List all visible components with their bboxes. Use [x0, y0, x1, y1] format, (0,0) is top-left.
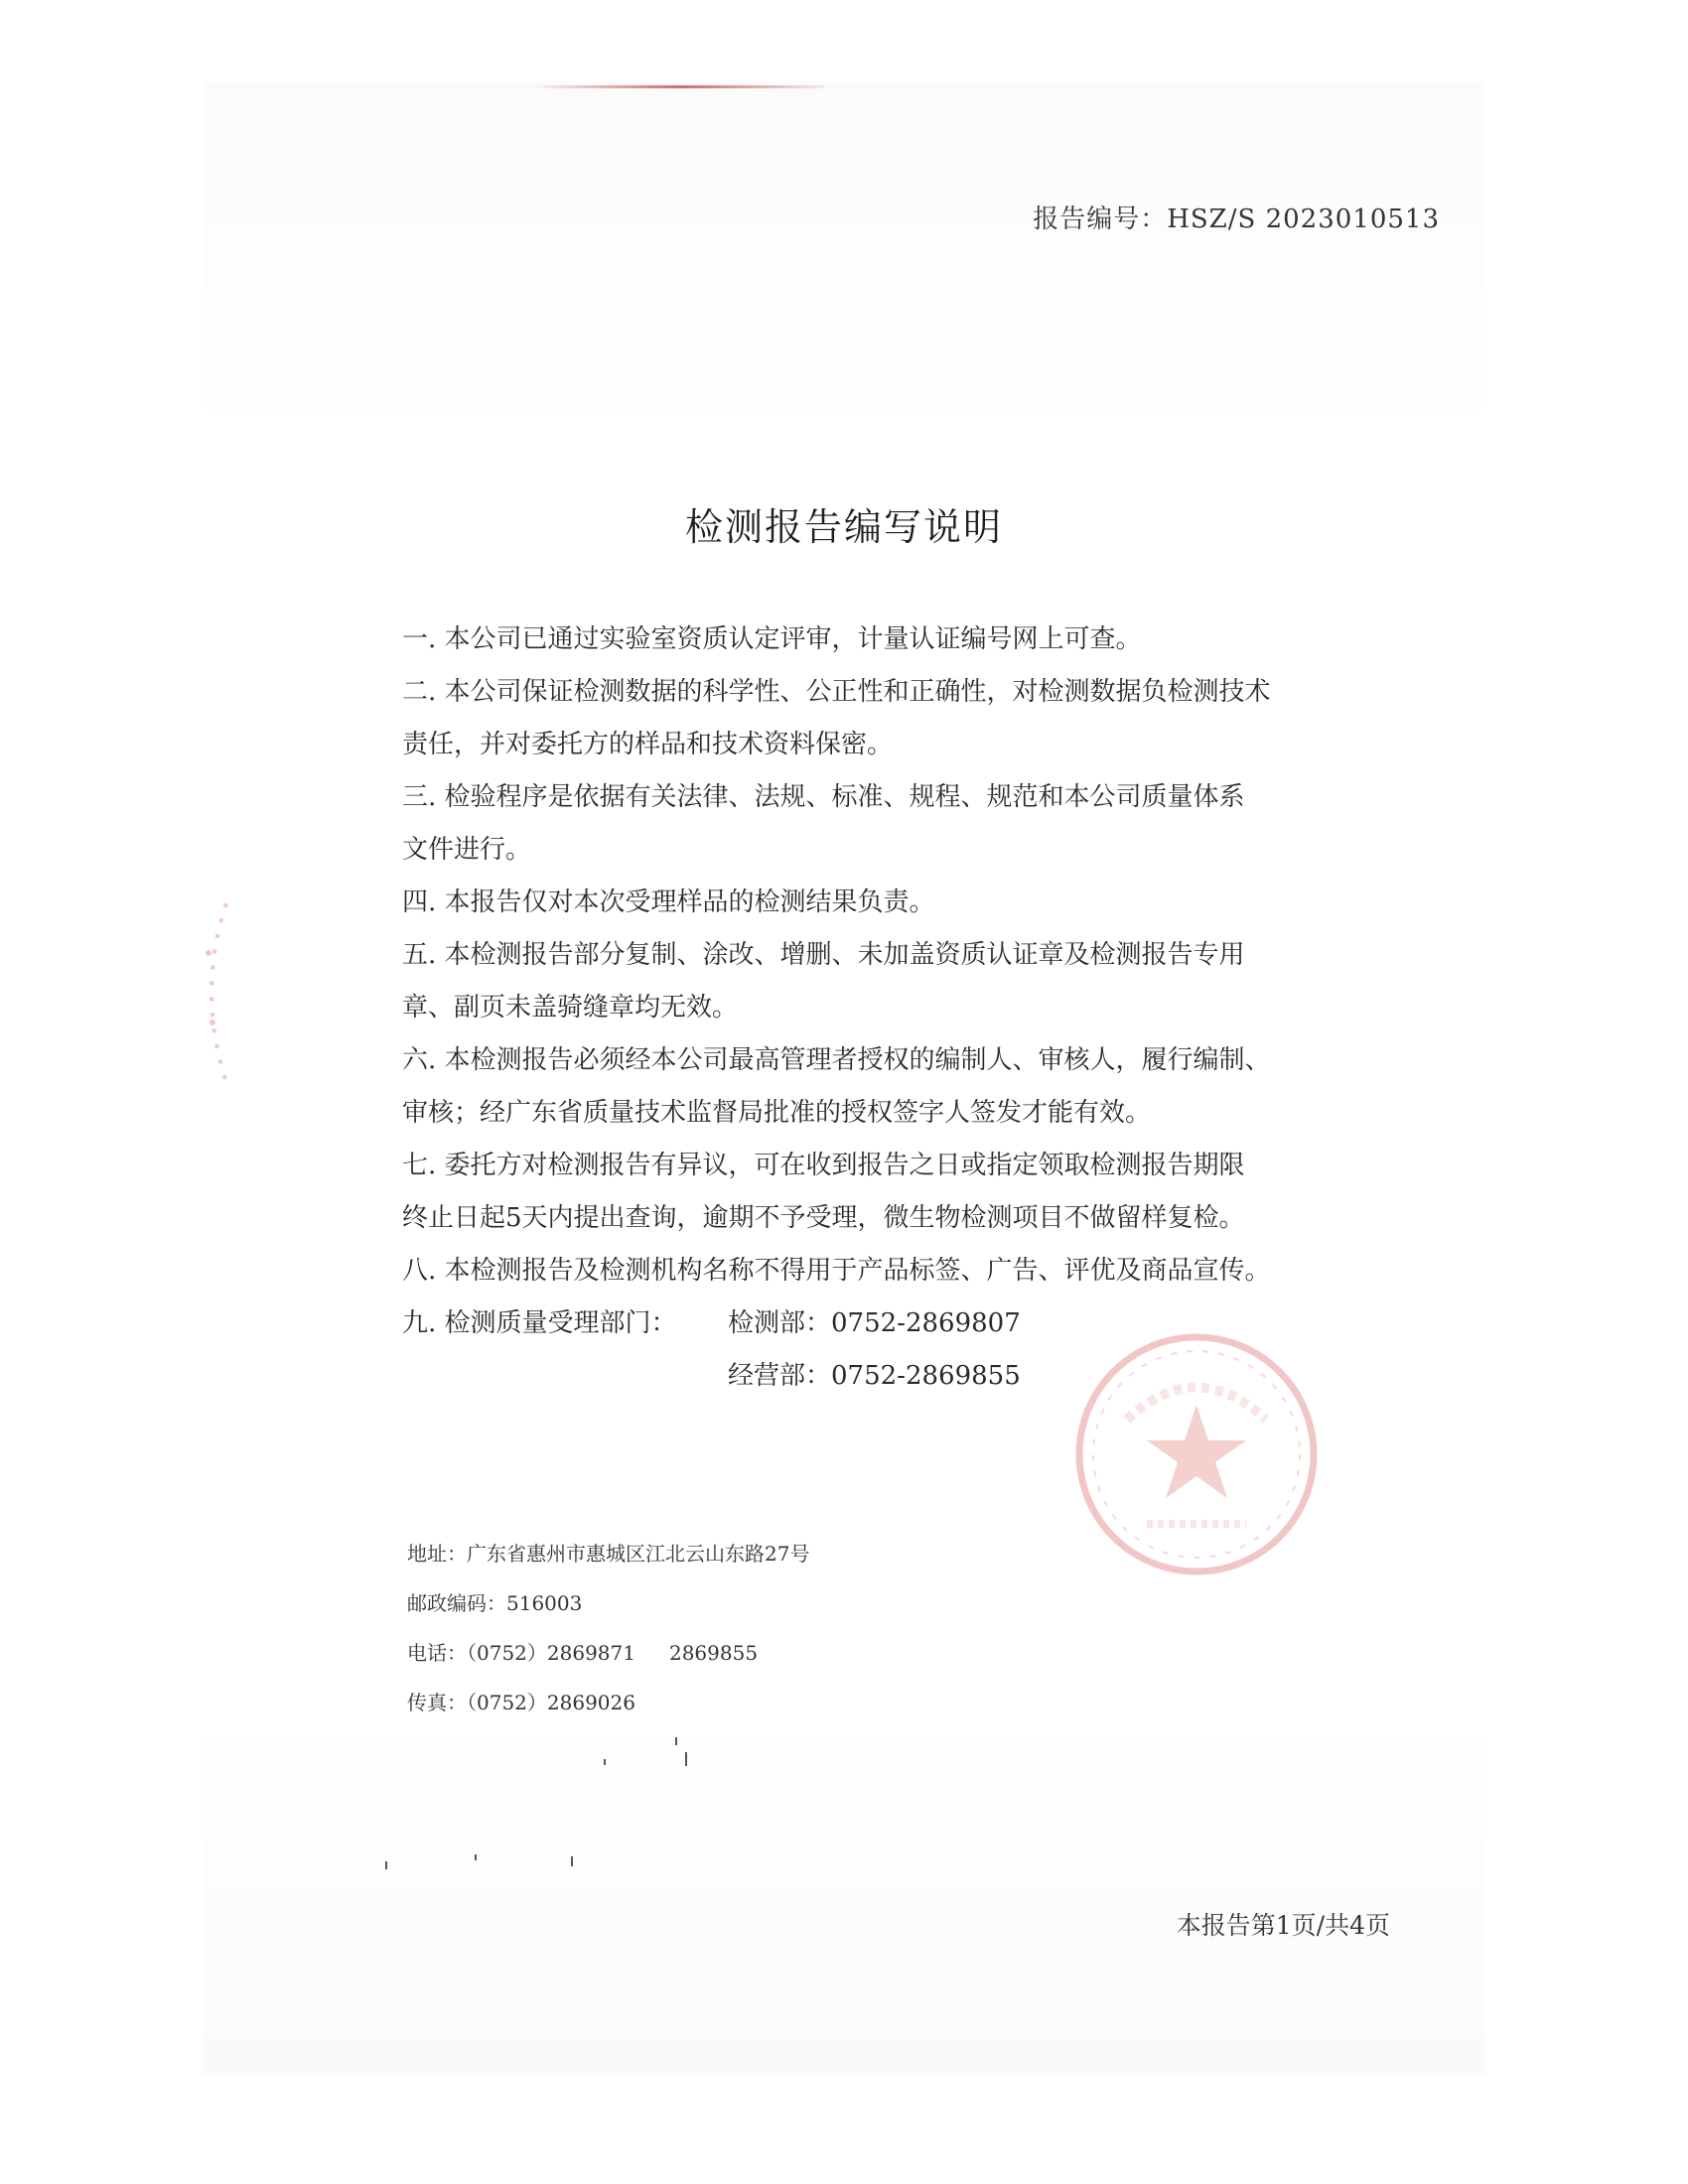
clause-2 — [402, 666, 1405, 771]
clause-line: 责任，并对委托方的样品和技术资料保密。 — [402, 730, 894, 759]
clause-line: 终止日起5天内提出查询，逾期不予受理，微生物检测项目不做留样复检。 — [402, 1203, 1245, 1233]
scan-speck — [475, 1854, 477, 1860]
clause-line: 四. 本报告仅对本次受理样品的检测结果负责。 — [402, 887, 935, 917]
clause-9-label: 九. 检测质量受理部门： — [402, 1308, 677, 1338]
clause-line: 二. 本公司保证检测数据的科学性、公正性和正确性，对检测数据负检测技术 — [402, 677, 1271, 707]
page-number: 本报告第1页/共4页 — [1176, 1911, 1390, 1940]
scan-speck — [675, 1737, 677, 1745]
report-number: 报告编号：HSZ/S 2023010513 — [1033, 205, 1440, 234]
business-department: 经营部：0752-2869855 — [728, 1361, 1021, 1391]
testing-department: 检测部：0752-2869807 — [728, 1308, 1021, 1338]
clause-line: 八. 本检测报告及检测机构名称不得用于产品标签、广告、评优及商品宣传。 — [402, 1256, 1271, 1286]
clause-1 — [402, 614, 1405, 666]
clause-8 — [402, 1245, 1405, 1297]
contact-info — [407, 1529, 1102, 1727]
page-title: 检测报告编写说明 — [684, 505, 1003, 549]
top-red-line — [536, 85, 824, 88]
scan-speck — [385, 1861, 387, 1869]
scan-speck — [685, 1752, 687, 1766]
clause-3 — [402, 771, 1405, 877]
clause-line: 章、副页未盖骑缝章均无效。 — [402, 993, 739, 1023]
clause-list — [402, 614, 1405, 1403]
clause-line: 文件进行。 — [402, 835, 532, 865]
clause-line: 审核；经广东省质量技术监督局批准的授权签字人签发才能有效。 — [402, 1098, 1152, 1128]
clause-line: 三. 检验程序是依据有关法律、法规、标准、规程、规范和本公司质量体系 — [402, 782, 1245, 812]
clause-7 — [402, 1140, 1405, 1245]
scan-speck — [571, 1856, 573, 1866]
clause-4 — [402, 877, 1405, 929]
red-round-seal-icon — [1067, 1325, 1326, 1583]
phone — [407, 1628, 1102, 1678]
phone-secondary: 2869855 — [668, 1641, 759, 1665]
clause-line: 一. 本公司已通过实验室资质认定评审，计量认证编号网上可查。 — [402, 624, 1142, 654]
scan-speck — [604, 1759, 606, 1765]
postcode: 邮政编码：516003 — [407, 1591, 583, 1615]
clause-line: 七. 委托方对检测报告有异议，可在收到报告之日或指定领取检测报告期限 — [402, 1151, 1245, 1180]
clause-5 — [402, 929, 1405, 1034]
clause-line: 六. 本检测报告必须经本公司最高管理者授权的编制人、审核人，履行编制、 — [402, 1045, 1271, 1075]
phone-primary: 电话：（0752）2869871 — [407, 1641, 635, 1665]
clause-6 — [402, 1034, 1405, 1140]
clause-line: 五. 本检测报告部分复制、涂改、增删、未加盖资质认证章及检测报告专用 — [402, 940, 1245, 970]
address: 地址：广东省惠州市惠城区江北云山东路27号 — [407, 1542, 810, 1566]
fax: 传真：（0752）2869026 — [407, 1691, 635, 1714]
perforation-seal-icon — [187, 893, 246, 1092]
